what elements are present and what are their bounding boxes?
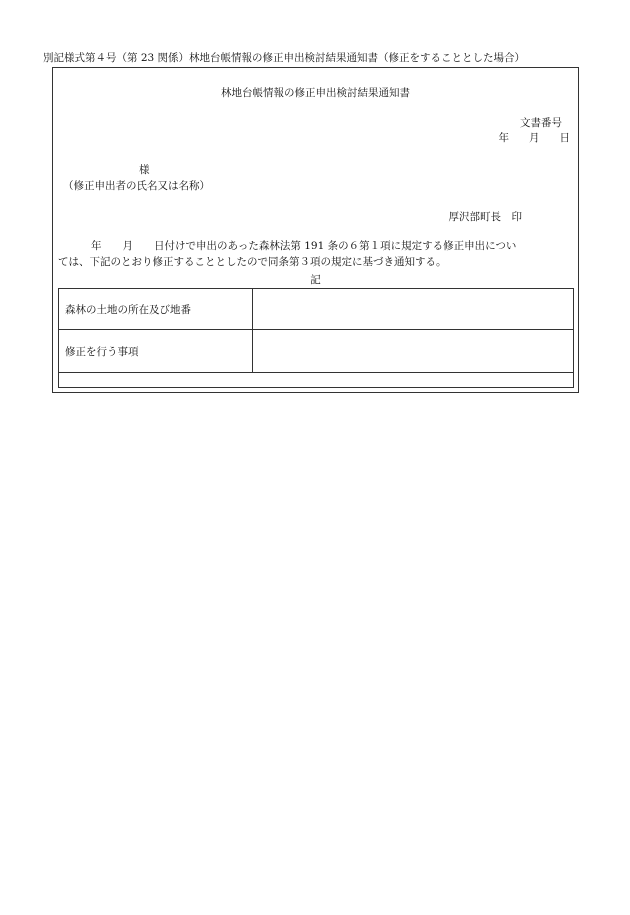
record-table <box>58 288 574 388</box>
body-text-line-2: ては、下記のとおり修正することとしたので同条第３項の規定に基づき通知する。 <box>58 256 447 268</box>
date-month: 月 <box>529 132 540 144</box>
form-label: 別記様式第４号（第 23 関係）林地台帳情報の修正申出検討結果通知書（修正をすることとした場合） <box>43 52 526 64</box>
date-day: 日 <box>559 132 570 144</box>
table-row-blank <box>59 373 574 388</box>
sender-line: 厚沢部町長 印 <box>448 211 522 223</box>
table-row-label: 森林の土地の所在及び地番 <box>59 289 253 330</box>
document-title: 林地台帳情報の修正申出検討結果通知書 <box>221 87 410 99</box>
addressee-note: （修正申出者の氏名又は名称） <box>63 180 210 192</box>
notice-frame <box>52 67 579 393</box>
date-row <box>499 131 571 145</box>
addressee-honorific: 様 <box>139 164 150 176</box>
table-row <box>59 373 574 388</box>
table-row-value <box>253 330 574 373</box>
body-text-line-1: 年 月 日付けで申出のあった森林法第 191 条の６第１項に規定する修正申出につい <box>91 240 517 252</box>
table-row <box>59 289 574 330</box>
table-row-value <box>253 289 574 330</box>
date-year: 年 <box>498 132 509 144</box>
table-row-label: 修正を行う事項 <box>59 330 253 373</box>
document-number-label: 文書番号 <box>520 117 562 129</box>
table-row <box>59 330 574 373</box>
ki-heading: 記 <box>310 274 321 286</box>
